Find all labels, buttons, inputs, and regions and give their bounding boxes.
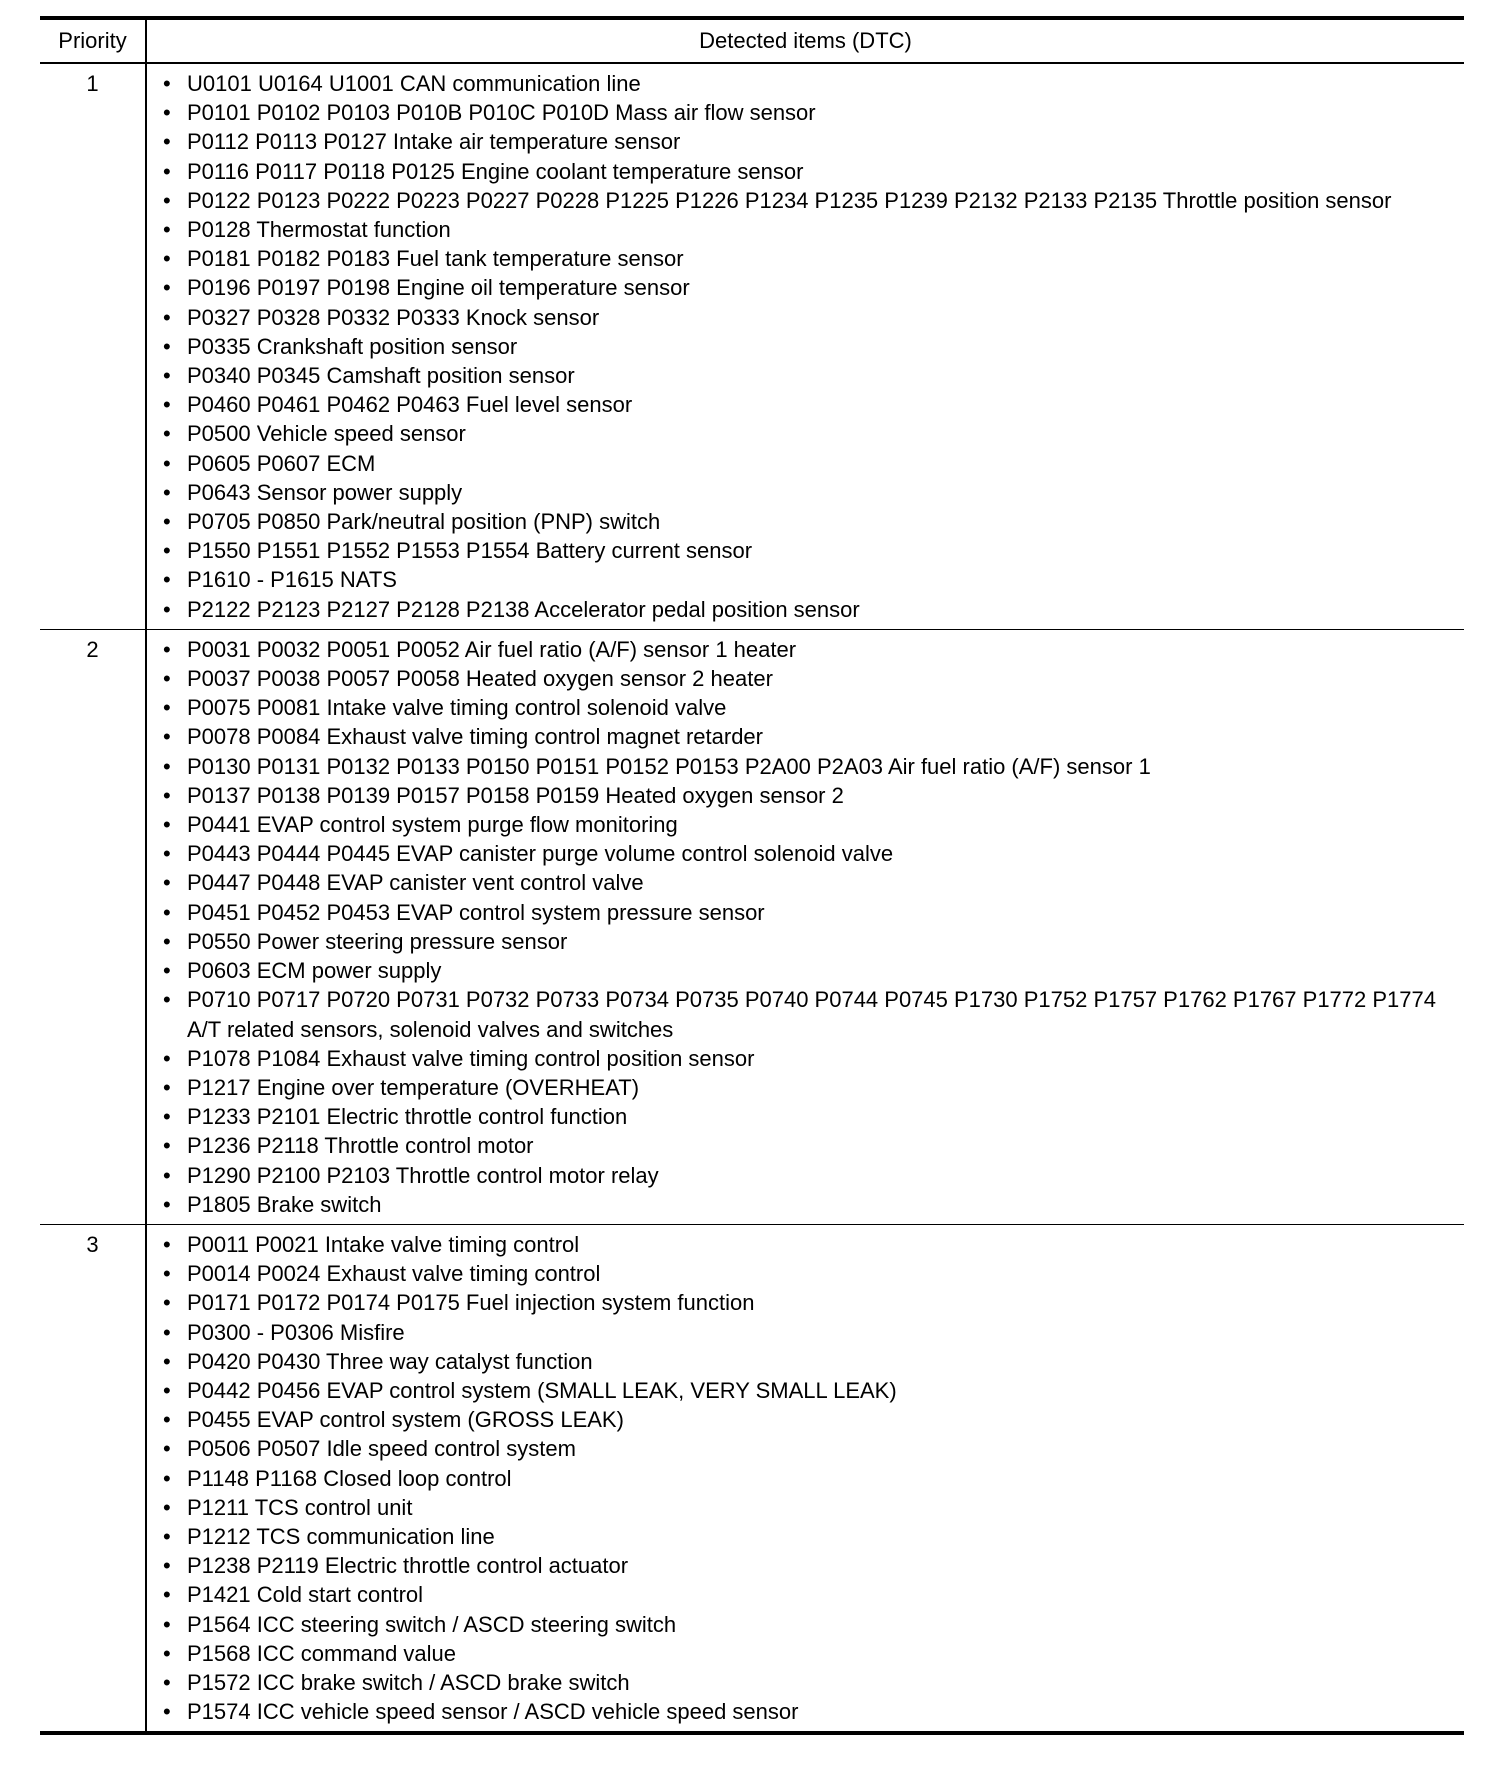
bullet-icon: • — [163, 1377, 171, 1403]
dtc-list — [147, 64, 1464, 629]
bullet-icon: • — [163, 363, 171, 389]
bullet-icon: • — [163, 1407, 171, 1433]
bullet-icon: • — [163, 158, 171, 184]
bullet-icon: • — [163, 724, 171, 750]
bullet-icon: • — [163, 187, 171, 213]
dtc-list — [147, 630, 1464, 1224]
bullet-icon: • — [163, 1669, 171, 1695]
priority-value: 1 — [40, 63, 146, 629]
dtc-item-text: P0500 Vehicle speed sensor — [187, 421, 466, 447]
dtc-item-text: P0605 P0607 ECM — [187, 450, 376, 476]
dtc-item-text: P0447 P0448 EVAP canister vent control valve — [187, 870, 644, 896]
bullet-icon: • — [163, 987, 171, 1013]
dtc-item-text: P1805 Brake switch — [187, 1191, 382, 1217]
bullet-icon: • — [163, 1611, 171, 1637]
detected-items-cell — [146, 63, 1464, 629]
bullet-icon: • — [163, 129, 171, 155]
bullet-icon: • — [163, 812, 171, 838]
dtc-item-text: P1290 P2100 P2103 Throttle control motor relay — [187, 1162, 659, 1188]
bullet-icon: • — [163, 1348, 171, 1374]
dtc-item-text: P1550 P1551 P1552 P1553 P1554 Battery current sensor — [187, 538, 753, 564]
dtc-item-text: P0643 Sensor power supply — [187, 479, 463, 505]
bullet-icon: • — [163, 1191, 171, 1217]
dtc-priority-table — [40, 16, 1464, 1735]
dtc-item-text: P0460 P0461 P0462 P0463 Fuel level sensor — [187, 392, 633, 418]
dtc-item-text: P1236 P2118 Throttle control motor — [187, 1133, 534, 1159]
list-item — [147, 332, 1458, 361]
table-body — [40, 63, 1464, 1733]
list-item — [147, 693, 1458, 722]
priority-group-row — [40, 629, 1464, 1224]
list-item — [147, 1230, 1458, 1259]
list-item — [147, 868, 1458, 897]
dtc-item-text: P1238 P2119 Electric throttle control actuator — [187, 1553, 629, 1579]
priority-group-row — [40, 1224, 1464, 1733]
dtc-item-text: P0442 P0456 EVAP control system (SMALL LEAK, VERY SMALL LEAK) — [187, 1377, 897, 1403]
list-item — [147, 1522, 1458, 1551]
list-item — [147, 1434, 1458, 1463]
bullet-icon: • — [163, 275, 171, 301]
bullet-icon: • — [163, 479, 171, 505]
list-item — [147, 1161, 1458, 1190]
list-item — [147, 69, 1458, 98]
dtc-item-text: P1421 Cold start control — [187, 1582, 424, 1608]
list-item — [147, 1288, 1458, 1317]
dtc-item-text: P0075 P0081 Intake valve timing control solenoid valve — [187, 695, 727, 721]
dtc-list — [147, 1225, 1464, 1731]
dtc-item-text: U0101 U0164 U1001 CAN communication line — [187, 71, 641, 96]
dtc-item-text: P0455 EVAP control system (GROSS LEAK) — [187, 1407, 624, 1433]
list-item — [147, 303, 1458, 332]
bullet-icon: • — [163, 567, 171, 593]
dtc-item-text: P0011 P0021 Intake valve timing control — [187, 1231, 580, 1257]
dtc-item-text: P1078 P1084 Exhaust valve timing control position sensor — [187, 1045, 755, 1071]
list-item — [147, 1044, 1458, 1073]
bullet-icon: • — [163, 304, 171, 330]
bullet-icon: • — [163, 1074, 171, 1100]
list-item — [147, 127, 1458, 156]
list-item — [147, 244, 1458, 273]
bullet-icon: • — [163, 1231, 171, 1257]
bullet-icon: • — [163, 509, 171, 535]
bullet-icon: • — [163, 1640, 171, 1666]
list-item — [147, 419, 1458, 448]
dtc-item-text: P0078 P0084 Exhaust valve timing control magnet retarder — [187, 724, 763, 750]
dtc-item-text: P0710 P0717 P0720 P0731 P0732 P0733 P0734 P0735 P0740 P0744 P0745 P1730 P1752 P1757 P1762 P1767 P1772 P1774 A/T related sensors, solenoid valves and switches — [187, 987, 1436, 1042]
list-item — [147, 752, 1458, 781]
list-item — [147, 361, 1458, 390]
list-item — [147, 1464, 1458, 1493]
bullet-icon: • — [163, 596, 171, 622]
bullet-icon: • — [163, 666, 171, 692]
list-item — [147, 1259, 1458, 1288]
dtc-item-text: P0705 P0850 Park/neutral position (PNP) switch — [187, 509, 661, 535]
list-item — [147, 1102, 1458, 1131]
dtc-item-text: P0181 P0182 P0183 Fuel tank temperature sensor — [187, 246, 684, 272]
bullet-icon: • — [163, 928, 171, 954]
bullet-icon: • — [163, 782, 171, 808]
bullet-icon: • — [163, 246, 171, 272]
bullet-icon: • — [163, 870, 171, 896]
list-item — [147, 635, 1458, 664]
bullet-icon: • — [163, 450, 171, 476]
bullet-icon: • — [163, 958, 171, 984]
dtc-item-text: P0014 P0024 Exhaust valve timing control — [187, 1261, 601, 1287]
list-item — [147, 1405, 1458, 1434]
dtc-item-text: P1217 Engine over temperature (OVERHEAT) — [187, 1074, 640, 1100]
priority-value: 2 — [40, 629, 146, 1224]
dtc-item-text: P0335 Crankshaft position sensor — [187, 333, 518, 359]
list-item — [147, 273, 1458, 302]
priority-value: 3 — [40, 1224, 146, 1733]
dtc-item-text: P1148 P1168 Closed loop control — [187, 1465, 512, 1491]
dtc-item-text: P0171 P0172 P0174 P0175 Fuel injection system function — [187, 1290, 755, 1316]
list-item — [147, 781, 1458, 810]
bullet-icon: • — [163, 1582, 171, 1608]
bullet-icon: • — [163, 1319, 171, 1345]
dtc-item-text: P0122 P0123 P0222 P0223 P0227 P0228 P1225 P1226 P1234 P1235 P1239 P2132 P2133 P2135 Throttle position sensor — [187, 187, 1392, 213]
detected-items-column-header: Detected items (DTC) — [146, 18, 1464, 63]
dtc-item-text: P0300 - P0306 Misfire — [187, 1319, 405, 1345]
dtc-item-text: P0116 P0117 P0118 P0125 Engine coolant temperature sensor — [187, 158, 804, 184]
bullet-icon: • — [163, 753, 171, 779]
dtc-item-text: P1568 ICC command value — [187, 1640, 457, 1666]
list-item — [147, 536, 1458, 565]
list-item — [147, 565, 1458, 594]
dtc-item-text: P0441 EVAP control system purge flow monitoring — [187, 812, 678, 838]
dtc-item-text: P0112 P0113 P0127 Intake air temperature sensor — [187, 129, 681, 155]
detected-items-cell — [146, 629, 1464, 1224]
bullet-icon: • — [163, 695, 171, 721]
list-item — [147, 478, 1458, 507]
bullet-icon: • — [163, 636, 171, 662]
list-item — [147, 1073, 1458, 1102]
dtc-item-text: P0550 Power steering pressure sensor — [187, 928, 568, 954]
list-item — [147, 1318, 1458, 1347]
list-item — [147, 595, 1458, 624]
list-item — [147, 1347, 1458, 1376]
list-item — [147, 449, 1458, 478]
list-item — [147, 1639, 1458, 1668]
table-header-row — [40, 18, 1464, 63]
bullet-icon: • — [163, 1261, 171, 1287]
bullet-icon: • — [163, 899, 171, 925]
dtc-item-text: P1574 ICC vehicle speed sensor / ASCD vehicle speed sensor — [187, 1699, 799, 1725]
list-item — [147, 186, 1458, 215]
dtc-item-text: P1211 TCS control unit — [187, 1494, 413, 1520]
dtc-item-text: P1610 - P1615 NATS — [187, 567, 397, 593]
list-item — [147, 664, 1458, 693]
bullet-icon: • — [163, 100, 171, 126]
bullet-icon: • — [163, 333, 171, 359]
dtc-item-text: P0506 P0507 Idle speed control system — [187, 1436, 576, 1462]
dtc-item-text: P0031 P0032 P0051 P0052 Air fuel ratio (A/F) sensor 1 heater — [187, 636, 797, 662]
list-item — [147, 927, 1458, 956]
priority-column-header: Priority — [40, 18, 146, 63]
bullet-icon: • — [163, 392, 171, 418]
list-item — [147, 1551, 1458, 1580]
list-item — [147, 810, 1458, 839]
list-item — [147, 215, 1458, 244]
bullet-icon: • — [163, 841, 171, 867]
bullet-icon: • — [163, 1465, 171, 1491]
dtc-item-text: P0137 P0138 P0139 P0157 P0158 P0159 Heated oxygen sensor 2 — [187, 782, 844, 808]
bullet-icon: • — [163, 1494, 171, 1520]
bullet-icon: • — [163, 538, 171, 564]
dtc-item-text: P1564 ICC steering switch / ASCD steering switch — [187, 1611, 677, 1637]
bullet-icon: • — [163, 1162, 171, 1188]
bullet-icon: • — [163, 1045, 171, 1071]
list-item — [147, 1131, 1458, 1160]
dtc-item-text: P0340 P0345 Camshaft position sensor — [187, 363, 575, 389]
dtc-item-text: P0327 P0328 P0332 P0333 Knock sensor — [187, 304, 600, 330]
list-item — [147, 839, 1458, 868]
list-item — [147, 898, 1458, 927]
dtc-item-text: P0130 P0131 P0132 P0133 P0150 P0151 P0152 P0153 P2A00 P2A03 Air fuel ratio (A/F) sensor 1 — [187, 753, 1151, 779]
bullet-icon: • — [163, 71, 171, 96]
bullet-icon: • — [163, 1133, 171, 1159]
list-item — [147, 1493, 1458, 1522]
bullet-icon: • — [163, 1699, 171, 1725]
dtc-item-text: P0451 P0452 P0453 EVAP control system pressure sensor — [187, 899, 765, 925]
dtc-item-text: P1572 ICC brake switch / ASCD brake switch — [187, 1669, 630, 1695]
bullet-icon: • — [163, 1436, 171, 1462]
list-item — [147, 507, 1458, 536]
dtc-item-text: P0101 P0102 P0103 P010B P010C P010D Mass air flow sensor — [187, 100, 816, 126]
bullet-icon: • — [163, 1290, 171, 1316]
list-item — [147, 98, 1458, 127]
dtc-item-text: P0603 ECM power supply — [187, 958, 442, 984]
list-item — [147, 157, 1458, 186]
list-item — [147, 1580, 1458, 1609]
dtc-item-text: P0128 Thermostat function — [187, 217, 451, 243]
dtc-item-text: P1212 TCS communication line — [187, 1523, 495, 1549]
priority-group-row — [40, 63, 1464, 629]
list-item — [147, 1376, 1458, 1405]
list-item — [147, 956, 1458, 985]
list-item — [147, 722, 1458, 751]
dtc-item-text: P1233 P2101 Electric throttle control function — [187, 1104, 628, 1130]
list-item — [147, 390, 1458, 419]
bullet-icon: • — [163, 421, 171, 447]
list-item — [147, 1668, 1458, 1697]
detected-items-cell — [146, 1224, 1464, 1733]
list-item — [147, 1697, 1458, 1726]
bullet-icon: • — [163, 1104, 171, 1130]
list-item — [147, 985, 1458, 1043]
bullet-icon: • — [163, 1523, 171, 1549]
dtc-item-text: P0420 P0430 Three way catalyst function — [187, 1348, 593, 1374]
bullet-icon: • — [163, 217, 171, 243]
dtc-item-text: P0037 P0038 P0057 P0058 Heated oxygen sensor 2 heater — [187, 666, 773, 692]
dtc-item-text: P0196 P0197 P0198 Engine oil temperature sensor — [187, 275, 690, 301]
list-item — [147, 1190, 1458, 1219]
dtc-item-text: P2122 P2123 P2127 P2128 P2138 Accelerator pedal position sensor — [187, 596, 860, 622]
list-item — [147, 1610, 1458, 1639]
dtc-item-text: P0443 P0444 P0445 EVAP canister purge volume control solenoid valve — [187, 841, 894, 867]
bullet-icon: • — [163, 1553, 171, 1579]
